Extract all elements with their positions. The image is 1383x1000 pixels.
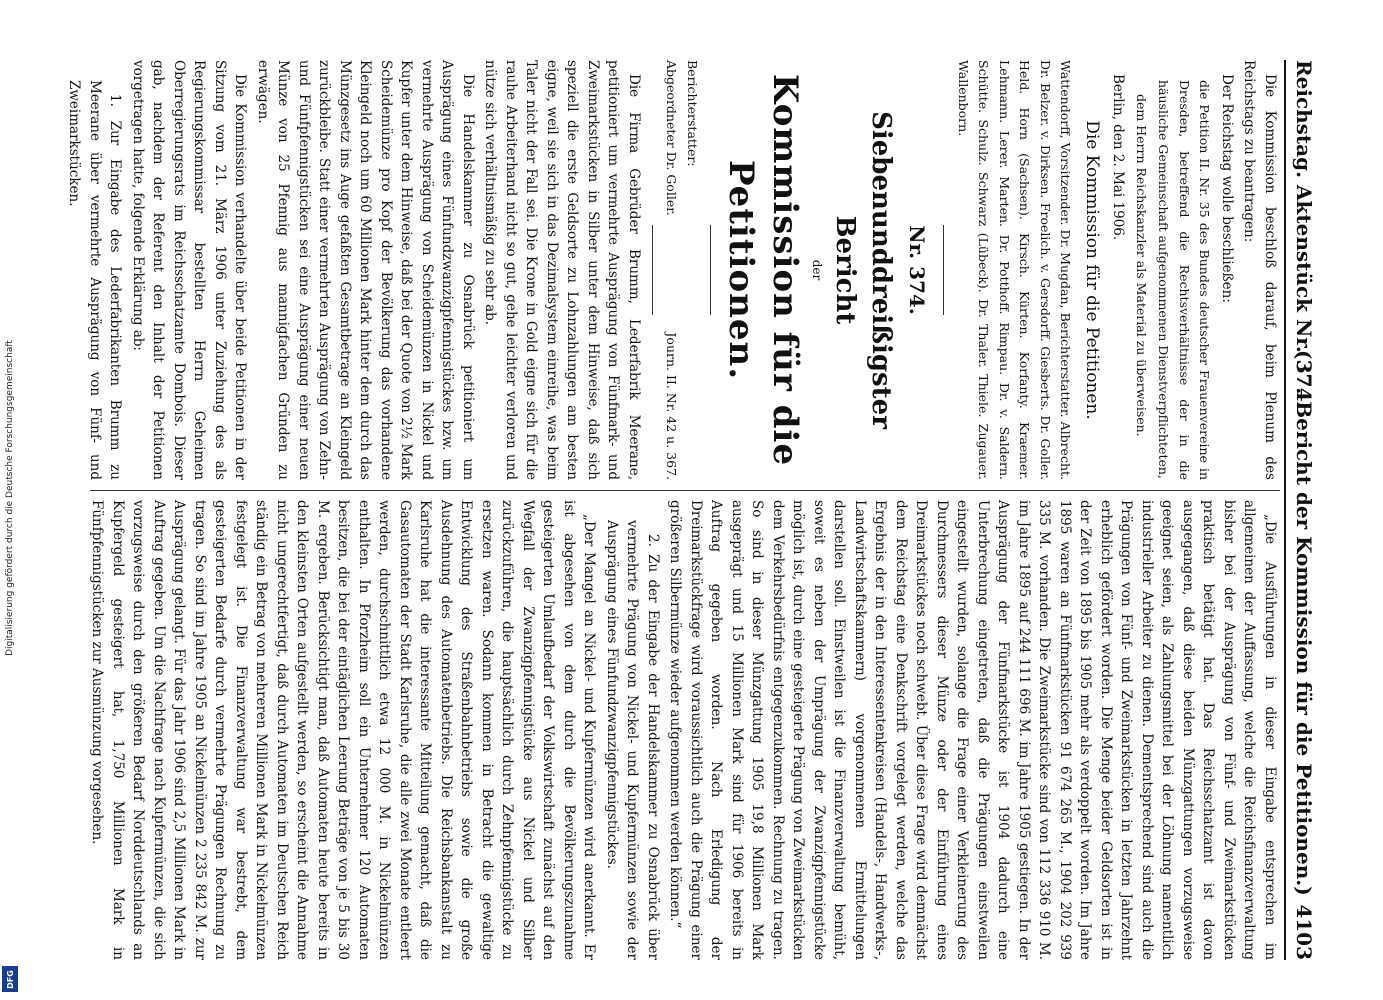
paragraph: Die Kommission beschloß darauf, beim Plenum des Reichstags zu beantragen:	[1241, 60, 1278, 480]
digitization-credit	[0, 0, 20, 1000]
divider	[944, 225, 945, 315]
reporter-label: Berichterstatter:	[685, 60, 700, 167]
header-subtitle: (37. Bericht der Kommission für die Petitionen.)	[1292, 350, 1316, 896]
paragraph: 1. Zur Eingabe des Lederfabrikanten Brumm zu Meerane über vermehrte Ausprägung von Fünf- und Zweimarkstücken.	[66, 80, 124, 480]
resolution-text: die Petition II. Nr. 35 des Bundes deutscher Frauenvereine in Dresden, betreffend die Rechtsverhältnisse der in die häusliche Gemeinschaft aufgenommenen Dienstverpflichteten,	[1156, 80, 1213, 480]
page-number: 4103	[1292, 904, 1316, 960]
paragraph: Der Reichstag wolle beschließen:	[1219, 74, 1235, 303]
der-text: der	[810, 259, 825, 281]
reporter-block	[661, 60, 702, 480]
paragraph: „Der Mangel an Nickel- und Kupfermünzen wird anerkannt. Er ist abgesehen von dem durch die Bevölkerungszunahme gesteigerten Umlaufbedarf der Volkswirtschaft zunächst auf den Wegfall der Zwanzigpfennigstücke aus Nickel und Silber zurückzuführen, die hauptsächlich durch Zehnpfennigstücke zu ersetzen waren. Sodann kommen in Betracht die gewaltige Entwicklung des Straßenbahnbetriebs sowie die große Ausdehnung des Automatenbetriebs. Die Reichsbankanstalt zu Karlsruhe hat die interessante Mitteilung gemacht, daß die Gasautomaten der Stadt Karlsruhe, die alle zwei Monate entleert werden, durchschnittlich etwa 12 000 M. in Nickelmünzen enthalten. In Pforzheim soll ein Unternehmer 120 Automaten besitzen, die bei der eintäglichen Leerung Beträge von je 5 bis 30 M. ergeben. Berücksichtigt man, daß Automaten heute bereits in den kleinsten Orten aufgestellt werden, so erscheint die Annahme nicht ungerechtfertigt, daß durch Automaten im Deutschen Reich ständig ein Betrag von mehreren Millionen Mark in Nickelmünzen festgelegt ist. Die Finanzverwaltung war bestrebt, dem gesteigerten Bedarfe durch vermehrte Prägungen Rechnung zu tragen. So sind im Jahre 1905 an Nickelmünzen 2 235 842 M. zur Ausprägung gelangt. Für das Jahr 1906 sind 2,5 Millionen Mark in Auftrag gegeben. Um die Nachfrage nach Kupfermünzen, die sich vorzugsweise durch den größeren Bedarf Norddeutschlands an Kupfergeld gesteigert hat, 1,750 Millionen Mark in Fünfpfennigstücken zur Ausmünzung vorgesehen.	[89, 500, 598, 960]
commission-name: Kommission für die Petitionen.	[721, 73, 805, 467]
members-list: Wattendorff, Vorsitzender. Dr. Mugdan, Berichterstatter. Albrecht. Dr. Belzer. v. Dirksen. Froelich. v. Gersdorff. Giesberts. Dr. Goller. Held. Horn (Sachsen). Kirsch. Kürten. Korfanty. Kraemer. Lehmann. Lerer. Marten. Dr. Potthoff. Rimpau. Dr. v. Saldern. Schütte. Schulz. Schwarz (Lübeck). Dr. Thaler. Thiele. Zugauer. Wallenborn.	[956, 60, 1074, 480]
page-header	[1284, 60, 1320, 960]
paragraph: Die Kommission verhandelte über beide Petitionen in der Sitzung vom 21. März 1906 unter Zuziehung des als Regierungskommissar bestellten Herrn Geheimen Oberregierungsrats im Reichsschatzamte Dombois. Dieser gab, nachdem der Referent den Inhalt der Petitionen vorgetragen hatte, folgende Erklärung ab:	[130, 60, 249, 480]
report-title: Siebenunddreißigster Bericht	[830, 111, 897, 429]
divider	[710, 225, 711, 315]
journal-number: Journ. II. Nr. 42 u. 367.	[664, 332, 680, 480]
reporter-name: Abgeordneter Dr. Goller.	[664, 60, 680, 216]
right-column	[85, 500, 1280, 960]
document-number: Nr. 374.	[905, 225, 930, 315]
dfg-logo-text: DFG	[5, 969, 15, 989]
paragraph: Die Handelskammer zu Osnabrück petitioniert um Ausprägung eines Fünfundzwanzigpfennigstückes bzw. um vermehrte Ausprägung von Scheidemünzen in Nickel und Kupfer unter dem Hinweise, daß bei der Quote von 2½ Mark Scheidemünze pro Kopf der Bevölkerung das vorhandene Kleingeld noch um 60 Millionen Mark hinter dem durch das Münzgesetz ins Auge gefaßten Gesamtbetrage an Kleingeld zurückbleibe. Statt einer vermehrten Ausprägung von Zehn- und Fünfpfennigstücken sei eine Ausprägung einer neuen Münze von 25 Pfennig aus mannigfachen Gründen zu erwägen.	[255, 60, 476, 480]
left-column	[62, 60, 1280, 480]
credit-text: Digitalisierung gefördert durch die Deutsche Forschungsgemeinschaft	[5, 340, 15, 656]
document-page	[66, 60, 1320, 960]
paragraph: „Die Ausführungen in dieser Eingabe entsprechen im allgemeinen der Auffassung, welche die Reichsfinanzverwaltung bisher bei der Ausprägung von Fünf- und Zweimarkstücken praktisch betätigt hat. Das Reichsschatzamt ist davon ausgegangen, daß diese beiden Münzgattungen vorzugsweise geeignet seien, als Zahlungsmittel bei der Löhnung namentlich industrieller Arbeiter zu dienen. Dementsprechend sind auch die Prägungen von Fünf- und Zweimarkstücken in letzten Jahrzehnt erheblich gefördert worden. Die Menge beider Geldsorten ist in der Zeit von 1895 bis 1905 mehr als verdoppelt worden. Im Jahre 1895 waren an Fünfmarkstücken 91 674 265 M., 1904 202 939 335 M. vorhanden. Die Zweimarkstücke sind von 112 336 910 M. im Jahre 1895 auf 244 111 696 M. im Jahre 1905 gestiegen. In der Ausprägung der Fünfmarkstücke ist 1904 dadurch eine Unterbrechung eingetreten, daß die Prägungen einstweilen eingestellt wurden, solange die Frage einer Verkleinerung des Durchmessers dieser Münze oder der Einführung eines Dreimarkstückes noch schwebt. Über diese Frage wird demnächst dem Reichstag eine Denkschrift vorgelegt werden, welche das Ergebnis der in den Interessentenkreisen (Handels-, Handwerks-, Landwirtschaftskammern) vorgenommenen Ermittelungen darstellen soll. Einstweilen ist die Finanzverwaltung bemüht, soweit es neben der Umprägung der Zwanzigpfennigstücke möglich ist, durch eine gesteigerte Prägung von Zweimarkstücken dem Verkehrsbedürfnis entgegenzukommen. Rechnung zu tragen. So sind in dieser Münzgattung 1905 19,8 Millionen Mark ausgeprägt und 15 Millionen Mark sind für 1906 bereits in Auftrag gegeben worden. Nach Erledigung der Dreimarkstückfrage wird voraussichtlich auch die Prägung einer größeren Silbermünze wieder aufgenommen werden können.“	[667, 500, 1278, 960]
header-title: Reichstag. Aktenstück Nr. 374.	[1292, 60, 1316, 409]
paragraph: 2. Zu der Eingabe der Handelskammer zu Osnabrück über vermehrte Prägung von Nickel- und Kupfermünzen sowie der Ausprägung eines Fünfundzwanzigpfennigstückes.	[604, 520, 661, 960]
resolution-text: dem Herrn Reichskanzler als Material zu überweisen.	[1134, 94, 1149, 437]
dfg-logo	[2, 966, 18, 992]
divider	[652, 225, 653, 315]
paragraph: Die Firma Gebrüder Brumm, Lederfabrik Meerane, petitioniert um vermehrte Ausprägung von Fünfmark- und Zweimarkstücken in Silber unter dem Hinweise, daß sich speziell die erste Geldsorte zu Lohnzahlungen am besten eigne, weil sie sich in das Dezimalsystem einreihe, was beim Taler nicht der Fall sei. Die Krone in Gold eigne sich für die rauhe Arbeiterhand nicht so gut, gehe leichter verloren und nütze sich verhältnismäßig zu sehr ab.	[482, 60, 642, 480]
column-rule	[90, 490, 1280, 491]
date-line: Berlin, den 2. Mai 1906.	[1110, 74, 1127, 241]
commission-title: Die Kommission für die Petitionen.	[1082, 120, 1102, 420]
